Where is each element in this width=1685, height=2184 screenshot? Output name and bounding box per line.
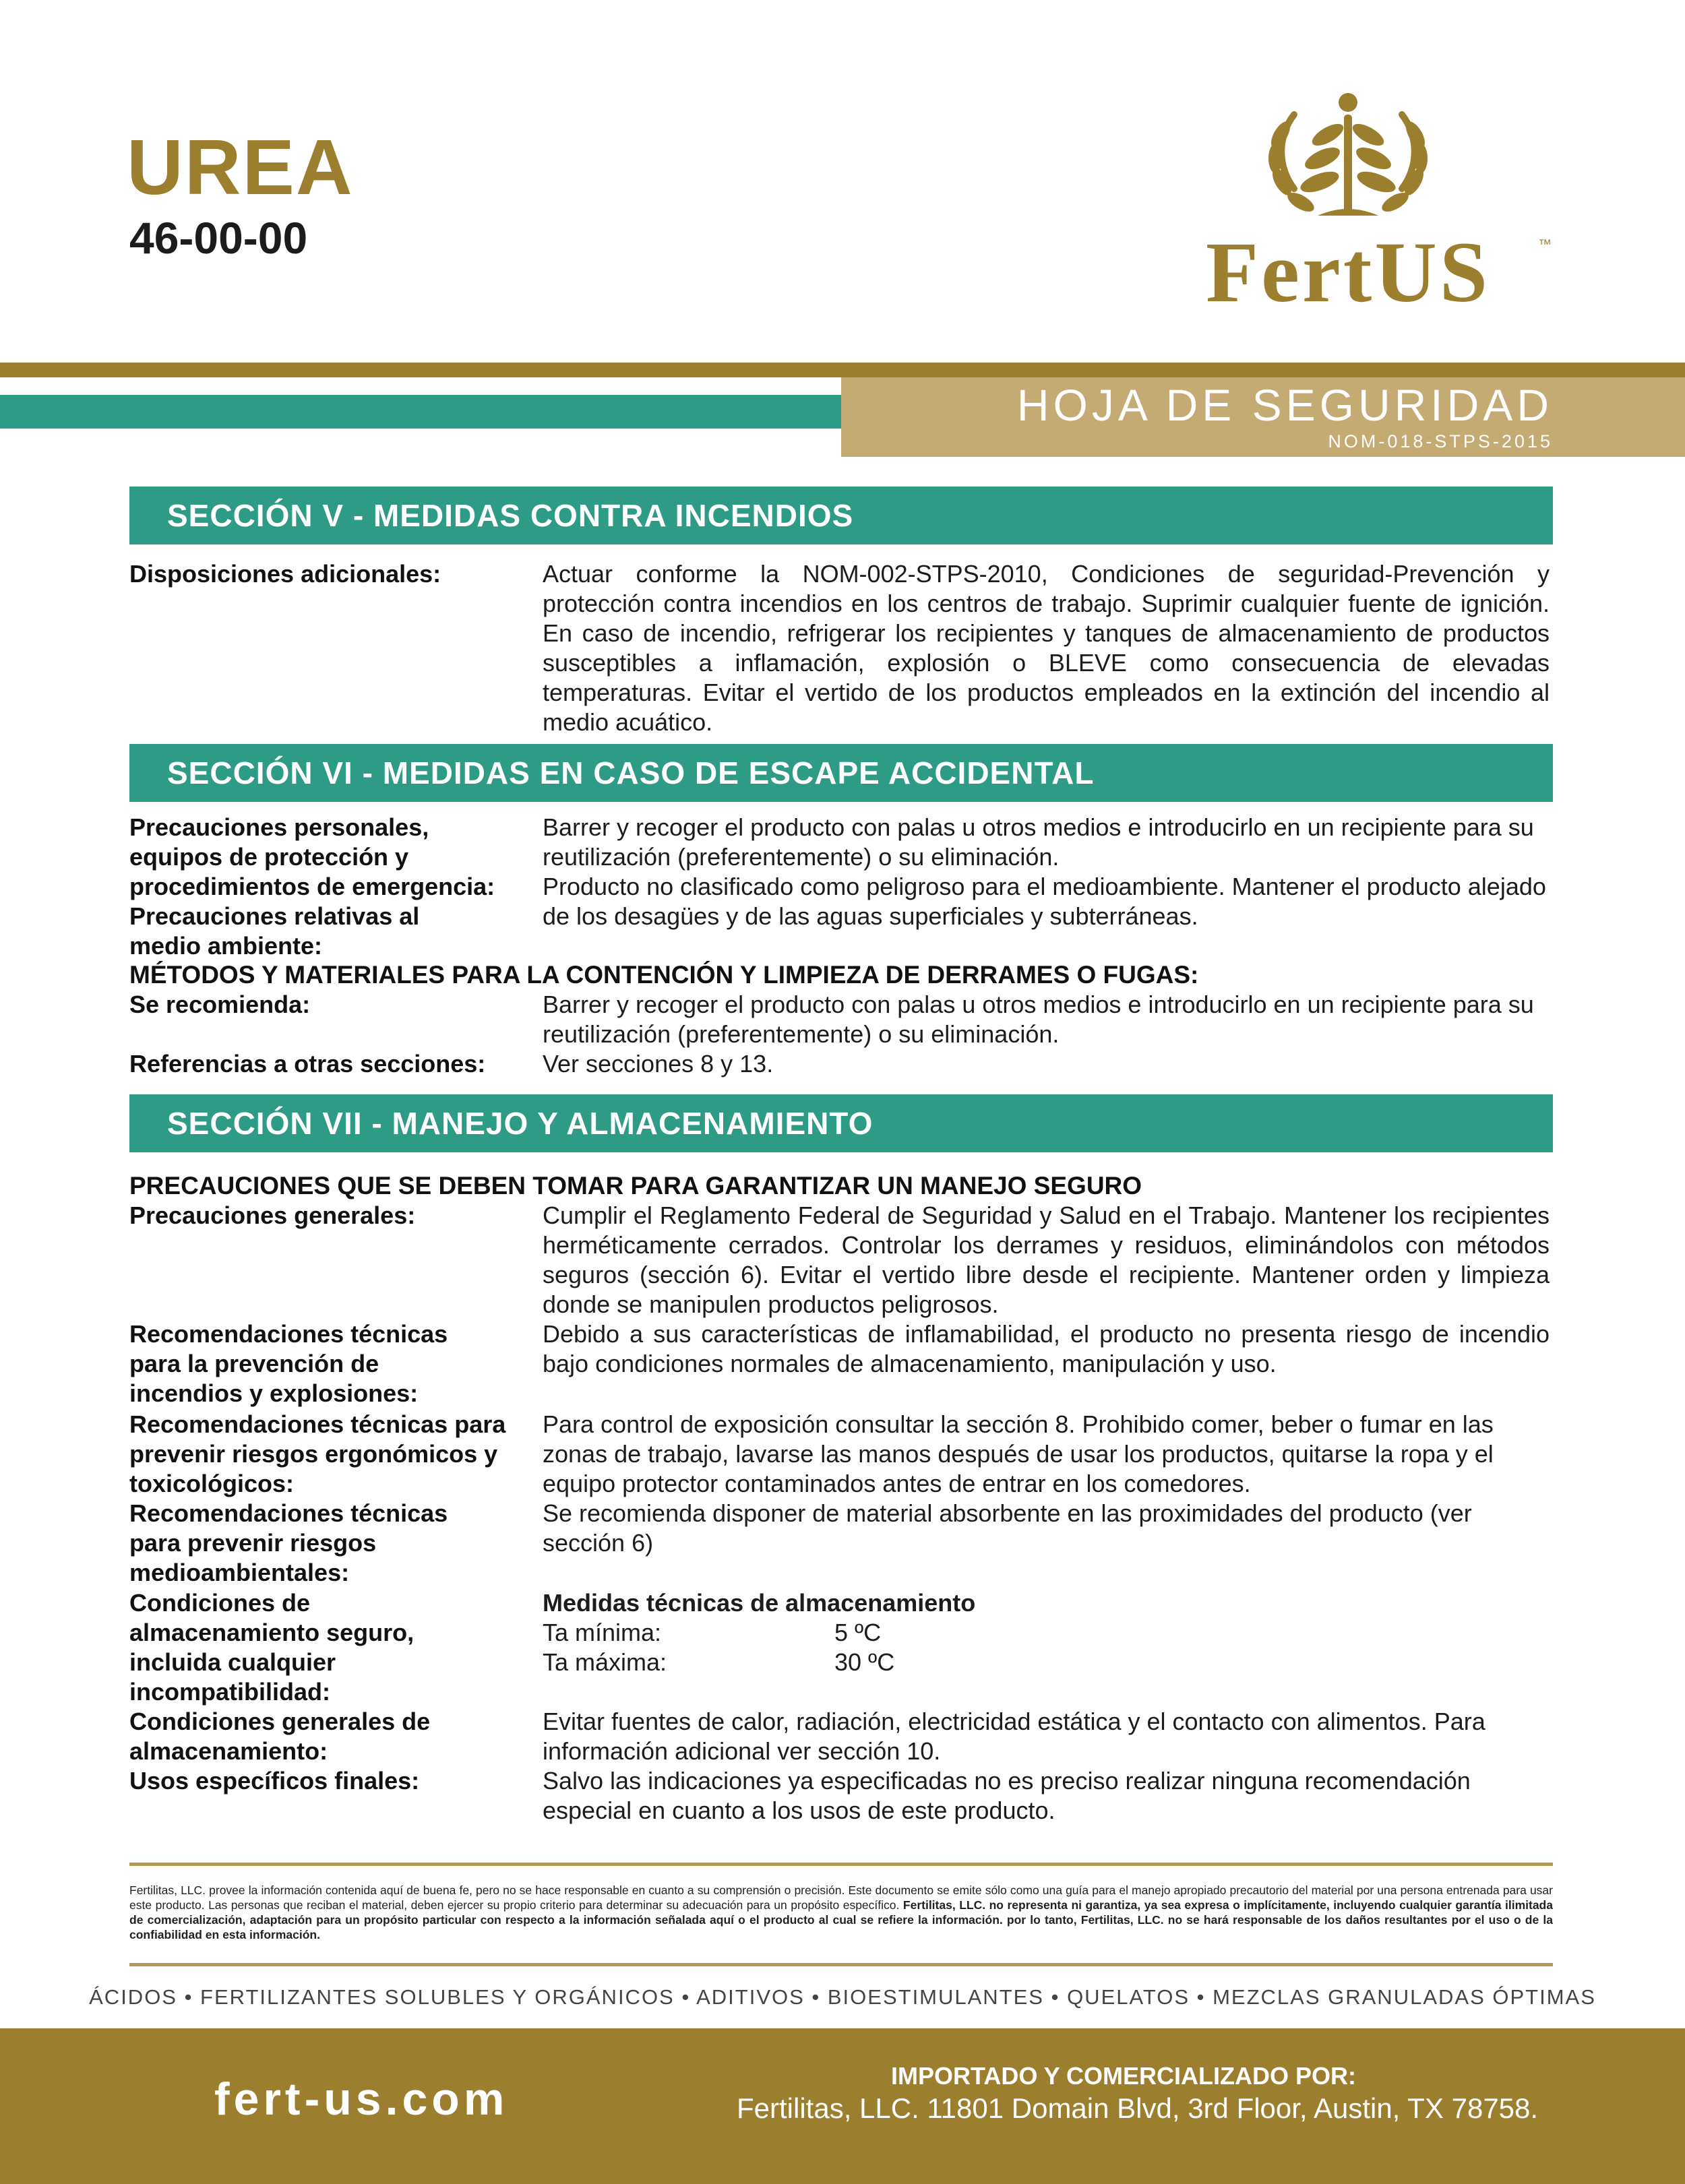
disclaimer bbox=[129, 1883, 1553, 1942]
section-7-label-general: Precauciones generales: bbox=[129, 1202, 416, 1229]
fertus-logo bbox=[1146, 88, 1552, 320]
brand-name: FertUS bbox=[1205, 224, 1491, 320]
trademark-symbol: ™ bbox=[1538, 237, 1552, 252]
section-7-value-ergonomic: Para control de exposición consultar la sección 8. Prohibido comer, beber o fumar en las zonas de trabajo, lavarse las manos después de usar los productos, quitarse la ropa y el equipo protector contaminados antes de entrar en los comedores. bbox=[543, 1410, 1494, 1497]
product-grade: 46-00-00 bbox=[129, 213, 308, 263]
section-6-value-environment: Producto no clasificado como peligroso para el medioambiente. Mantener el producto alejado de los desagües y de las aguas superficiales y subterráneas. bbox=[543, 873, 1546, 930]
section-6-label-references: Referencias a otras secciones: bbox=[129, 1050, 486, 1078]
product-name: UREA bbox=[127, 123, 354, 211]
section-5-title: SECCIÓN V - MEDIDAS CONTRA INCENDIOS bbox=[167, 498, 854, 533]
section-7-title: SECCIÓN VII - MANEJO Y ALMACENAMIENTO bbox=[167, 1106, 874, 1141]
doc-norm: NOM-018-STPS-2015 bbox=[1328, 431, 1553, 451]
product-categories: ÁCIDOS • FERTILIZANTES SOLUBLES Y ORGÁNICOS • ADITIVOS • BIOESTIMULANTES • QUELATOS • MEZCLAS GRANULADAS ÓPTIMAS bbox=[89, 1985, 1596, 2009]
section-5-value: Actuar conforme la NOM-002-STPS-2010, Condiciones de seguridad-Prevención y protección contra incendios en los centros de trabajo. Suprimir cualquier fuente de ignición. En caso de incendio, refrigerar los recipientes y tanques de almacenamiento de productos susceptibles a inflamación, explosión o BLEVE como consecuencia de elevadas temperaturas. Evitar el vertido de los productos empleados en la extinción del incendio al medio acuático. bbox=[543, 560, 1550, 736]
disclaimer-top-rule bbox=[129, 1863, 1553, 1866]
plant-emblem-icon bbox=[1254, 88, 1442, 229]
section-7-label-uses: Usos específicos finales: bbox=[129, 1767, 420, 1795]
section-7-header bbox=[129, 1094, 1553, 1152]
section-5-label: Disposiciones adicionales: bbox=[129, 560, 441, 588]
section-7-label-environment: Recomendaciones técnicas para prevenir riesgos medioambientales: bbox=[129, 1499, 448, 1586]
section-6-value-references: Ver secciones 8 y 13. bbox=[543, 1050, 774, 1078]
section-6-label-environment: Precauciones relativas al medio ambiente: bbox=[129, 902, 420, 960]
section-7-storage-heading: Medidas técnicas de almacenamiento bbox=[543, 1589, 976, 1617]
section-6-subheading: MÉTODOS Y MATERIALES PARA LA CONTENCIÓN Y LIMPIEZA DE DERRAMES O FUGAS: bbox=[129, 961, 1199, 989]
temp-max-label: Ta máxima: bbox=[543, 1648, 667, 1676]
disclaimer-bottom-rule bbox=[129, 1963, 1553, 1966]
disclaimer-bold-text: Fertilitas, LLC. no representa ni garantiza, ya sea expresa o implícitamente, incluyendo cualquier garantía ilimitada de comercialización, adaptación para un propósito particular con respecto a la información señalada aquí o el producto al cual se refiere la información. por lo tanto, Fertilitas, LLC. no se hará responsable de los daños resultantes por el uso o de la confiabilidad en esta información. bbox=[129, 1898, 1553, 1941]
temp-min-value: 5 ºC bbox=[834, 1619, 882, 1646]
section-7-label-ergonomic: Recomendaciones técnicas para prevenir riesgos ergonómicos y toxicológicos: bbox=[129, 1410, 506, 1497]
section-6-label-personal: Precauciones personales, equipos de protección y procedimientos de emergencia: bbox=[129, 813, 495, 900]
importer-label: IMPORTADO Y COMERCIALIZADO POR: bbox=[891, 2062, 1357, 2090]
section-7-label-general-storage: Condiciones generales de almacenamiento: bbox=[129, 1708, 431, 1765]
section-7-value-uses: Salvo las indicaciones ya especificadas no es preciso realizar ninguna recomendación especial en cuanto a los usos de este producto. bbox=[543, 1767, 1471, 1824]
section-7-label-fire: Recomendaciones técnicas para la prevención de incendios y explosiones: bbox=[129, 1320, 448, 1407]
website-link[interactable]: fert-us.com bbox=[214, 2073, 509, 2125]
section-6-header bbox=[129, 744, 1553, 802]
section-6-label-recommend: Se recomienda: bbox=[129, 991, 311, 1018]
section-7-label-storage: Condiciones de almacenamiento seguro, incluida cualquier incompatibilidad: bbox=[129, 1589, 415, 1706]
section-7-value-general-storage: Evitar fuentes de calor, radiación, electricidad estática y el contacto con alimentos. Para información adicional ver sección 10. bbox=[543, 1708, 1485, 1765]
temp-max-value: 30 ºC bbox=[834, 1648, 895, 1676]
importer-address: Fertilitas, LLC. 11801 Domain Blvd, 3rd Floor, Austin, TX 78758. bbox=[737, 2092, 1539, 2124]
section-6-value-recommend: Barrer y recoger el producto con palas u otros medios e introducirlo en un recipiente para su reutilización (preferentemente) o su eliminación. bbox=[543, 991, 1534, 1048]
section-6-value-personal: Barrer y recoger el producto con palas u otros medios e introducirlo en un recipiente para su reutilización (preferentemente) o su eliminación. bbox=[543, 813, 1534, 871]
doc-title: HOJA DE SEGURIDAD bbox=[1016, 380, 1553, 430]
section-7-value-fire: Debido a sus características de inflamabilidad, el producto no presenta riesgo de incendio bajo condiciones normales de almacenamiento, manipulación y uso. bbox=[543, 1320, 1550, 1377]
header-teal-bar bbox=[0, 395, 842, 429]
section-7-subheading: PRECAUCIONES QUE SE DEBEN TOMAR PARA GARANTIZAR UN MANEJO SEGURO bbox=[129, 1172, 1142, 1199]
section-7-value-general: Cumplir el Reglamento Federal de Seguridad y Salud en el Trabajo. Mantener los recipientes herméticamente cerrados. Controlar los derrames y residuos, eliminándolos con métodos seguros (sección 6). Evitar el vertido libre desde el recipiente. Mantener orden y limpieza donde se manipulen productos peligrosos. bbox=[543, 1202, 1550, 1318]
section-5-header bbox=[129, 487, 1553, 544]
section-7-value-environment: Se recomienda disponer de material absorbente en las proximidades del producto (ver sección 6) bbox=[543, 1499, 1472, 1557]
header-gold-rule bbox=[0, 363, 1685, 377]
disclaimer-text: Fertilitas, LLC. provee la información contenida aquí de buena fe, pero no se hace responsable en cuanto a su comprensión o precisión. Este documento se emite sólo como una guía para el manejo apropiado precautorio del material por una persona entrenada para usar este producto. Las personas que reciban el material, deben ejercer su propio criterio para determinar su adecuación para un propósito específico. bbox=[129, 1883, 1553, 1912]
temp-min-label: Ta mínima: bbox=[543, 1619, 662, 1646]
section-6-title: SECCIÓN VI - MEDIDAS EN CASO DE ESCAPE ACCIDENTAL bbox=[167, 755, 1095, 790]
